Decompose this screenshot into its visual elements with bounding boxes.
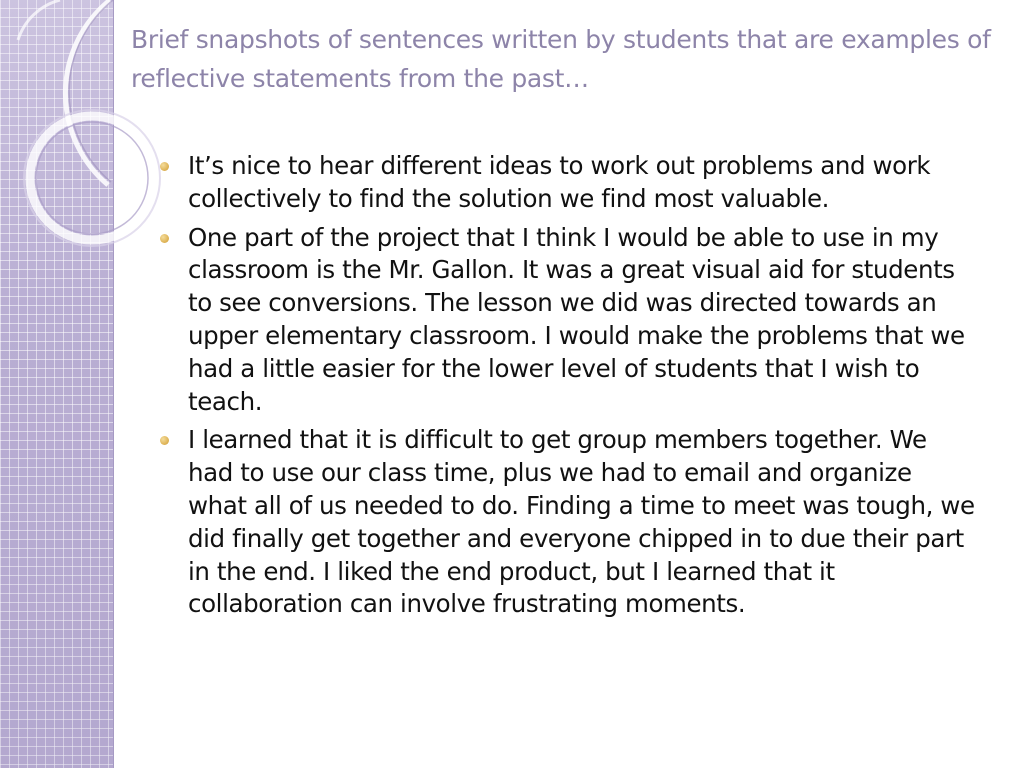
bullet-dot-icon [160,234,169,243]
bullet-dot-icon [160,436,169,445]
bullet-text: One part of the project that I think I would be able to use in my classroom is the Mr. Gallon. It was a great visual aid for students to see conversions. The lesson we did was directed towards an upper elementary classroom. I would make the problems that we had a little easier for the lower level of students that I wish to teach. [188,222,965,416]
list-item [160,424,975,621]
list-item [160,222,975,419]
bullet-text: I learned that it is difficult to get group members together. We had to use our class time, plus we had to email and organize what all of us needed to do. Finding a time to meet was tough, we did finally get together and everyone chipped in to due their part in the end. I liked the end product, but I learned that it collaboration can involve frustrating moments. [188,425,975,619]
slide-title: Brief snapshots of sentences written by students that are examples of reflective statements from the past… [131,25,991,93]
bullet-text: It’s nice to hear different ideas to work out problems and work collectively to find the solution we find most valuable. [188,151,931,213]
list-item [160,150,975,216]
bullet-list [160,150,975,627]
bullet-dot-icon [160,162,169,171]
